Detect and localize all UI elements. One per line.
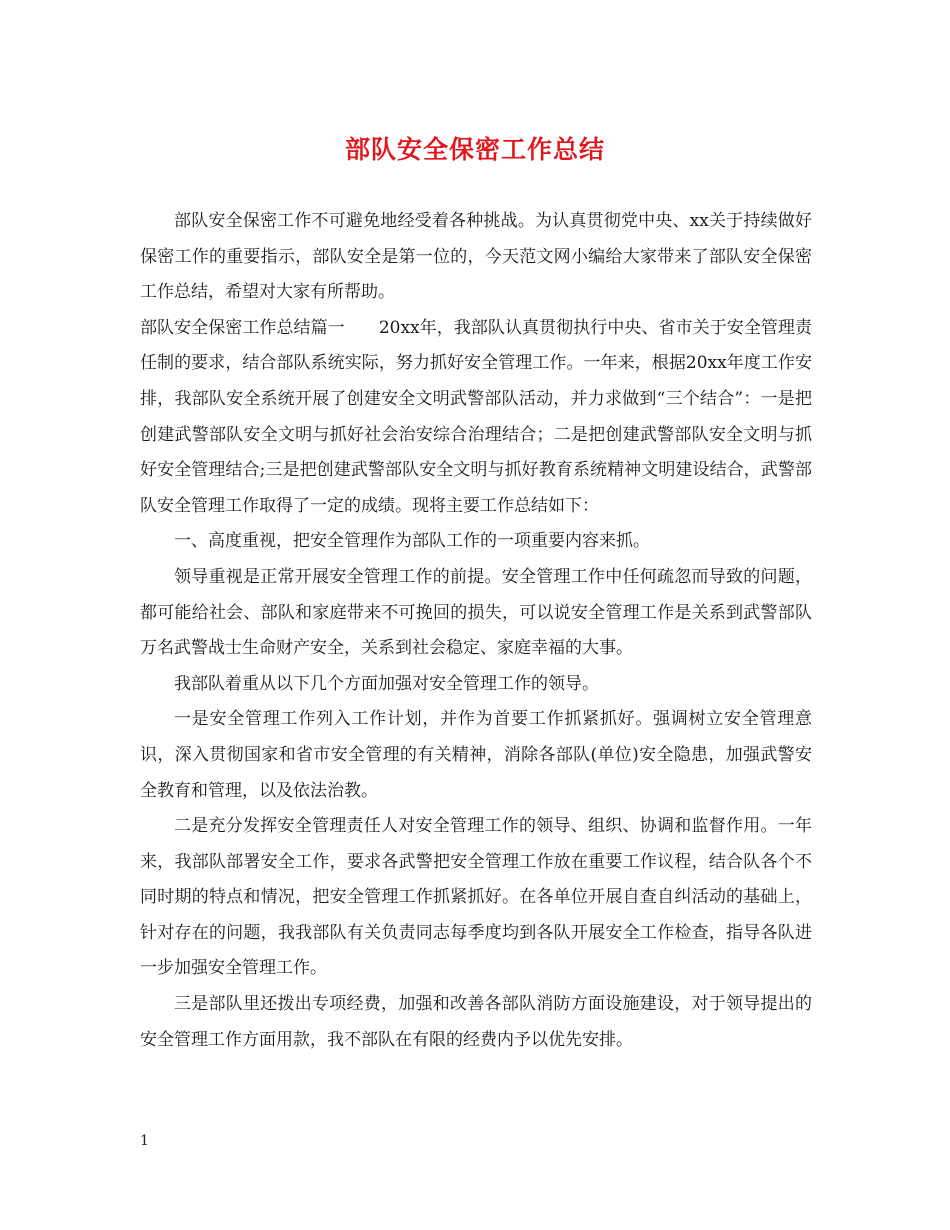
document-title: 部队安全保密工作总结: [344, 135, 605, 164]
paragraph-intro: 部队安全保密工作不可避免地经受着各种挑战。为认真贯彻党中央、xx关于持续做好保密工作的重要指示，部队安全是第一位的，今天范文网小编给大家带来了部队安全保密工作总结，希望对大家有所帮助。: [140, 211, 812, 303]
paragraph-point-one: 一是安全管理工作列入工作计划，并作为首要工作抓紧抓好。强调树立安全管理意识，深入贯彻国家和省市安全管理的有关精神，消除各部队(单位)安全隐患，加强武警安全教育和管理，以及依法治教。: [140, 709, 812, 801]
paragraph-section-one: 部队安全保密工作总结篇一 20xx年，我部队认真贯彻执行中央、省市关于安全管理责任制的要求，结合部队系统实际，努力抓好安全管理工作。一年来，根据20xx年度工作安排，我部队安全系统开展了创建安全文明武警部队活动，并力求做到“三个结合”：一是把创建武警部队安全文明与抓好社会治安综合治理结合；二是把创建武警部队安全文明与抓好安全管理结合;三是把创建武警部队安全文明与抓好教育系统精神文明建设结合，武警部队安全管理工作取得了一定的成绩。现将主要工作总结如下：: [140, 317, 812, 516]
paragraph-leadership: 领导重视是正常开展安全管理工作的前提。安全管理工作中任何疏忽而导致的问题，都可能给社会、部队和家庭带来不可挽回的损失，可以说安全管理工作是关系到武警部队万名武警战士生命财产安全，关系到社会稳定、家庭幸福的大事。: [140, 566, 812, 659]
paragraph-aspects: 我部队着重从以下几个方面加强对安全管理工作的领导。: [174, 673, 599, 694]
paragraph-point-three: 三是部队里还拨出专项经费，加强和改善各部队消防方面设施建设，对于领导提出的安全管理工作方面用款，我不部队在有限的经费内予以优先安排。: [140, 994, 812, 1050]
paragraph-point-two: 二是充分发挥安全管理责任人对安全管理工作的领导、组织、协调和监督作用。一年来，我部队部署安全工作，要求各武警把安全管理工作放在重要工作议程，结合队各个不同时期的特点和情况，把安全管理工作抓紧抓好。在各单位开展自查自纠活动的基础上，针对存在的问题，我我部队有关负责同志每季度均到各队开展安全工作检查，指导各队进一步加强安全管理工作。: [140, 816, 812, 979]
page-number: 1: [140, 1133, 149, 1149]
paragraph-heading-one: 一、高度重视，把安全管理作为部队工作的一项重要内容来抓。: [174, 531, 650, 552]
document-body: [140, 204, 812, 1058]
